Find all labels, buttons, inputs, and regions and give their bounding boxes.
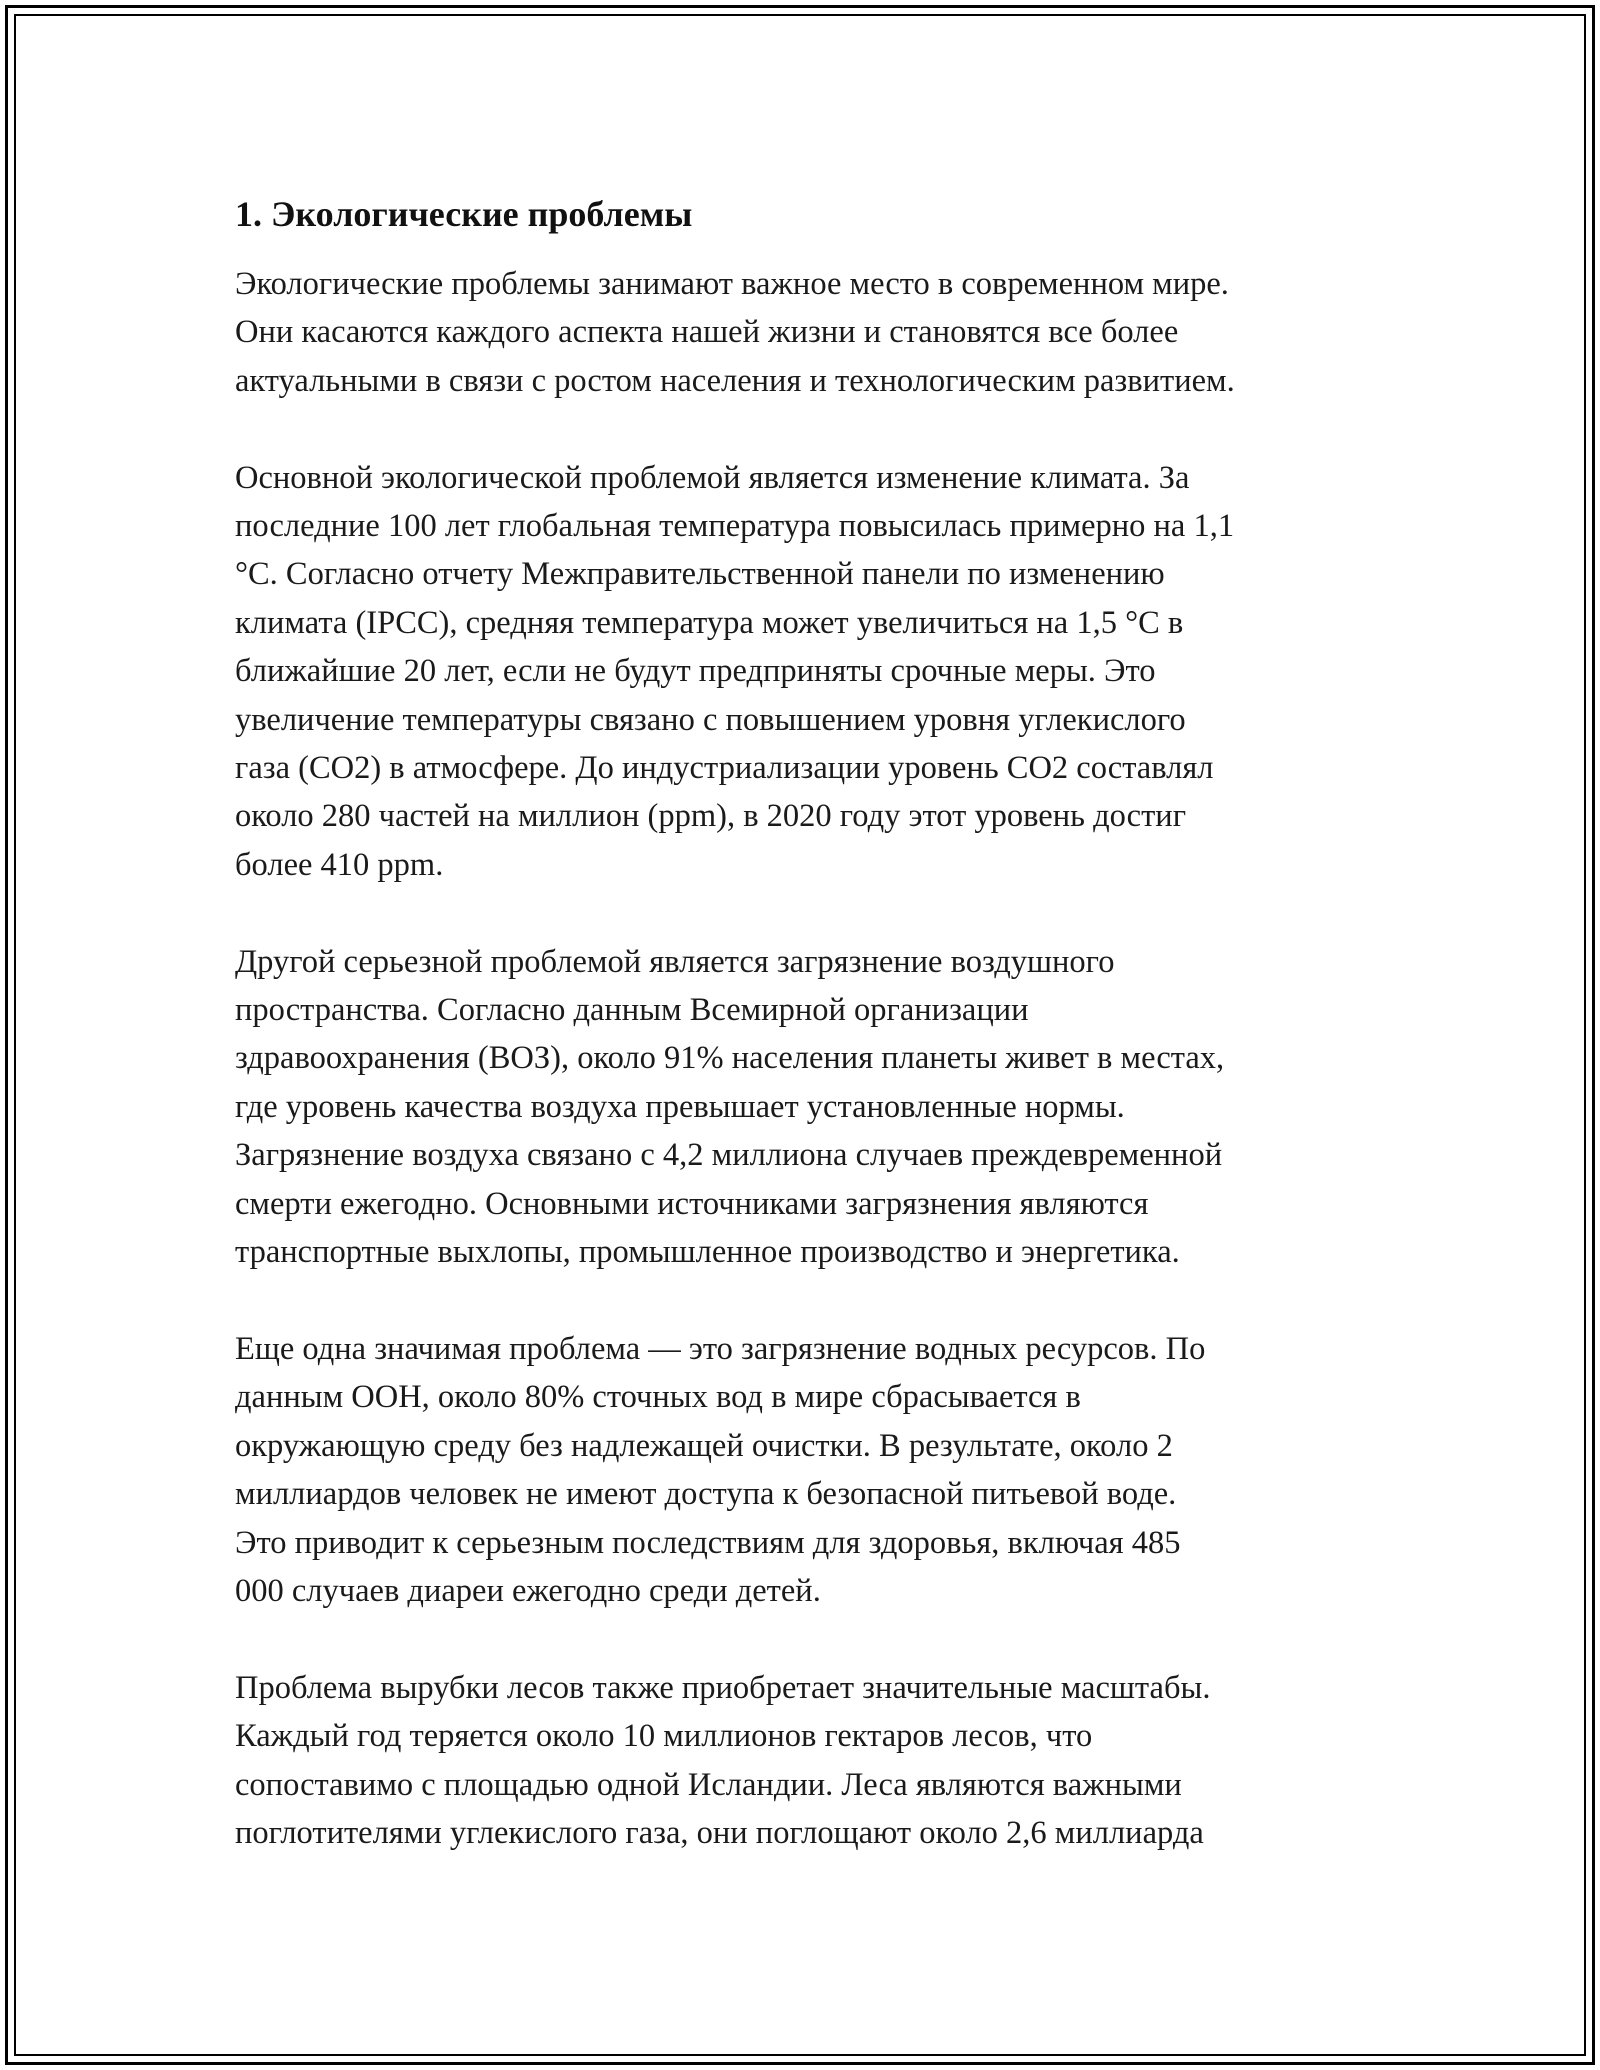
text-line: более 410 ppm. — [235, 846, 444, 883]
text-line: актуальными в связи с ростом населения и технологическим развитием. — [235, 362, 1235, 399]
paragraph-climate — [235, 454, 1375, 890]
text-line: смерти ежегодно. Основными источниками загрязнения являются — [235, 1185, 1149, 1222]
text-line: около 280 частей на миллион (ppm), в 2020 году этот уровень достиг — [235, 798, 1187, 835]
text-line: пространства. Согласно данным Всемирной организации — [235, 992, 1029, 1029]
text-line: 000 случаев диареи ежегодно среди детей. — [235, 1572, 821, 1609]
text-line: газа (CO2) в атмосфере. До индустриализации уровень CO2 составлял — [235, 750, 1214, 787]
paragraph-intro — [235, 260, 1375, 405]
document-body — [235, 190, 1375, 1906]
text-line: Экологические проблемы занимают важное место в современном мире. — [235, 266, 1229, 302]
text-line: поглотителями углекислого газа, они поглощают около 2,6 миллиарда — [235, 1814, 1204, 1851]
text-line: здравоохранения (ВОЗ), около 91% населения планеты живет в местах, — [235, 1040, 1225, 1077]
text-line: окружающую среду без надлежащей очистки. В результате, около 2 — [235, 1427, 1173, 1464]
text-line: Каждый год теряется около 10 миллионов гектаров лесов, что — [235, 1718, 1093, 1755]
text-line: где уровень качества воздуха превышает установленные нормы. — [235, 1088, 1125, 1125]
text-line: Еще одна значимая проблема — это загрязнение водных ресурсов. По — [235, 1330, 1206, 1367]
text-line: Они касаются каждого аспекта нашей жизни и становятся все более — [235, 314, 1179, 351]
text-line: сопоставимо с площадью одной Исландии. Леса являются важными — [235, 1766, 1182, 1803]
text-line: °С. Согласно отчету Межправительственной панели по изменению — [235, 556, 1165, 593]
text-line: Это приводит к серьезным последствиям для здоровья, включая 485 — [235, 1524, 1181, 1561]
text-line: Другой серьезной проблемой является загрязнение воздушного — [235, 943, 1115, 980]
text-line: Загрязнение воздуха связано с 4,2 миллиона случаев преждевременной — [235, 1137, 1223, 1174]
text-line: климата (IPCC), средняя температура может увеличиться на 1,5 °С в — [235, 604, 1184, 641]
section-heading: 1. Экологические проблемы — [235, 194, 693, 234]
paragraph-deforestation — [235, 1664, 1375, 1858]
text-line: Проблема вырубки лесов также приобретает значительные масштабы. — [235, 1669, 1211, 1706]
text-line: Основной экологической проблемой является изменение климата. За — [235, 459, 1190, 496]
paragraph-water-pollution — [235, 1325, 1375, 1615]
paragraph-air-pollution — [235, 938, 1375, 1277]
text-line: последние 100 лет глобальная температура повысилась примерно на 1,1 — [235, 508, 1235, 545]
text-line: ближайшие 20 лет, если не будут предприняты срочные меры. Это — [235, 653, 1156, 690]
text-line: данным ООН, около 80% сточных вод в мире сбрасывается в — [235, 1379, 1081, 1416]
text-line: миллиардов человек не имеют доступа к безопасной питьевой воде. — [235, 1476, 1177, 1513]
text-line: увеличение температуры связано с повышением уровня углекислого — [235, 701, 1186, 738]
text-line: транспортные выхлопы, промышленное производство и энергетика. — [235, 1234, 1180, 1271]
